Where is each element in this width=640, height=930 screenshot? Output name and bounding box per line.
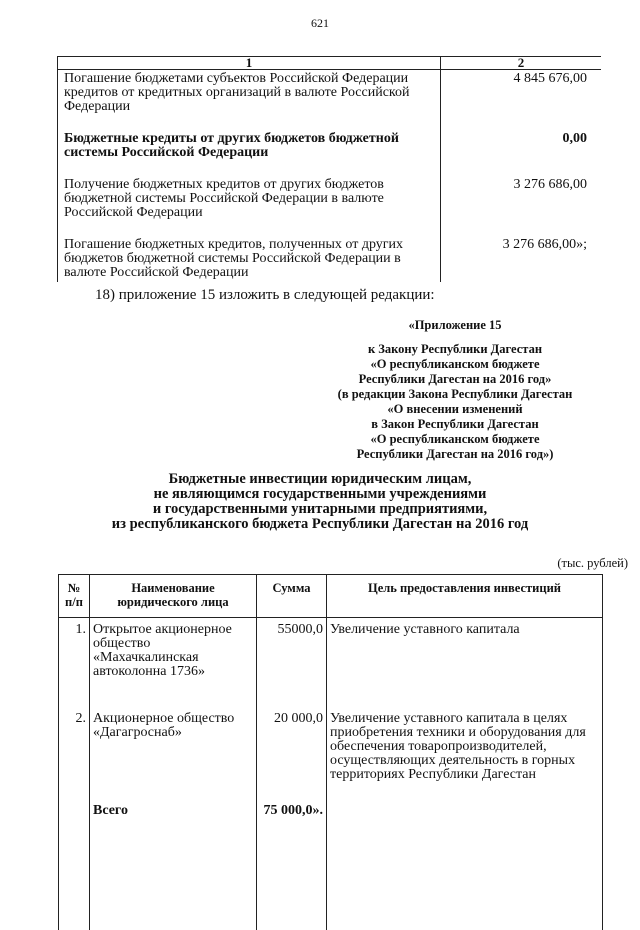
row-value: 3 276 686,00 <box>513 177 587 192</box>
table-row <box>58 70 602 129</box>
row-goal <box>327 804 603 930</box>
investments-table <box>58 574 603 930</box>
row-label: Получение бюджетных кредитов от других бюджетов бюджетной системы Российской Федерации в валюте Российской Федерации <box>58 174 441 234</box>
title-line: и государственными унитарными предприятиями, <box>152 501 488 517</box>
total-row <box>59 804 603 930</box>
title-line: не являющимся государственными учреждениями <box>153 486 487 502</box>
table-row <box>58 128 602 174</box>
table-header-row <box>59 575 603 618</box>
appendix-line: в Закон Республики Дагестан <box>371 417 539 431</box>
table-row <box>59 712 603 804</box>
row-sum: 20 000,0 <box>257 712 327 804</box>
row-name: Открытое акционерное общество «Махачкалинская автоколонна 1736» <box>90 618 257 713</box>
appendix-line: Республики Дагестан на 2016 год» <box>358 372 552 386</box>
total-sum: 75 000,0». <box>257 804 327 930</box>
total-label: Всего <box>90 804 257 930</box>
title-line: из республиканского бюджета Республики Дагестан на 2016 год <box>111 516 529 532</box>
appendix-line: «О республиканском бюджете <box>370 432 540 446</box>
column-header-goal: Цель предоставления инвестиций <box>327 575 603 618</box>
appendix-line: Республики Дагестан на 2016 год») <box>356 447 554 461</box>
row-number: 1. <box>59 618 90 713</box>
table-row <box>58 234 602 282</box>
table-row <box>58 174 602 234</box>
row-name: Акционерное общество «Дагагроснаб» <box>90 712 257 804</box>
column-header-1: 1 <box>58 57 441 70</box>
row-value: 3 276 686,00»; <box>502 237 587 252</box>
title-line: Бюджетные инвестиции юридическим лицам, <box>168 471 472 487</box>
row-number <box>59 804 90 930</box>
units-label: (тыс. рублей) <box>557 556 628 570</box>
table-header-row <box>58 57 602 70</box>
appendix-title: «Приложение 15 <box>408 318 502 332</box>
row-label: Погашение бюджетных кредитов, полученных от других бюджетов бюджетной системы Российской Федерации в валюте Российской Федерации <box>58 234 441 282</box>
row-sum: 55000,0 <box>257 618 327 713</box>
row-label: Погашение бюджетами субъектов Российской Федерации кредитов от кредитных организаций в валюте Российской Федерации <box>58 70 441 129</box>
amendment-paragraph: 18) приложение 15 изложить в следующей редакции: <box>95 287 435 303</box>
page-number: 621 <box>311 16 329 30</box>
row-goal: Увеличение уставного капитала <box>327 618 603 713</box>
appendix-line: «О внесении изменений <box>387 402 523 416</box>
appendix-line: (в редакции Закона Республики Дагестан <box>337 387 573 401</box>
row-number: 2. <box>59 712 90 804</box>
appendix-line: «О республиканском бюджете <box>370 357 540 371</box>
row-label: Бюджетные кредиты от других бюджетов бюджетной системы Российской Федерации <box>58 128 441 174</box>
column-header-number: № п/п <box>59 575 90 618</box>
row-goal: Увеличение уставного капитала в целях приобретения техники и оборудования для обеспечения товаропроизводителей, осуществляющих деятельность в горных территориях Республики Дагестан <box>327 712 603 804</box>
budget-credits-table <box>57 56 601 282</box>
table-row <box>59 618 603 713</box>
column-header-sum: Сумма <box>257 575 327 618</box>
row-value: 4 845 676,00 <box>513 71 587 86</box>
document-title <box>0 472 640 532</box>
appendix-header <box>320 318 590 462</box>
row-value: 0,00 <box>562 131 587 146</box>
appendix-line: к Закону Республики Дагестан <box>367 342 543 356</box>
column-header-name: Наименование юридического лица <box>90 575 257 618</box>
column-header-2: 2 <box>441 57 602 70</box>
